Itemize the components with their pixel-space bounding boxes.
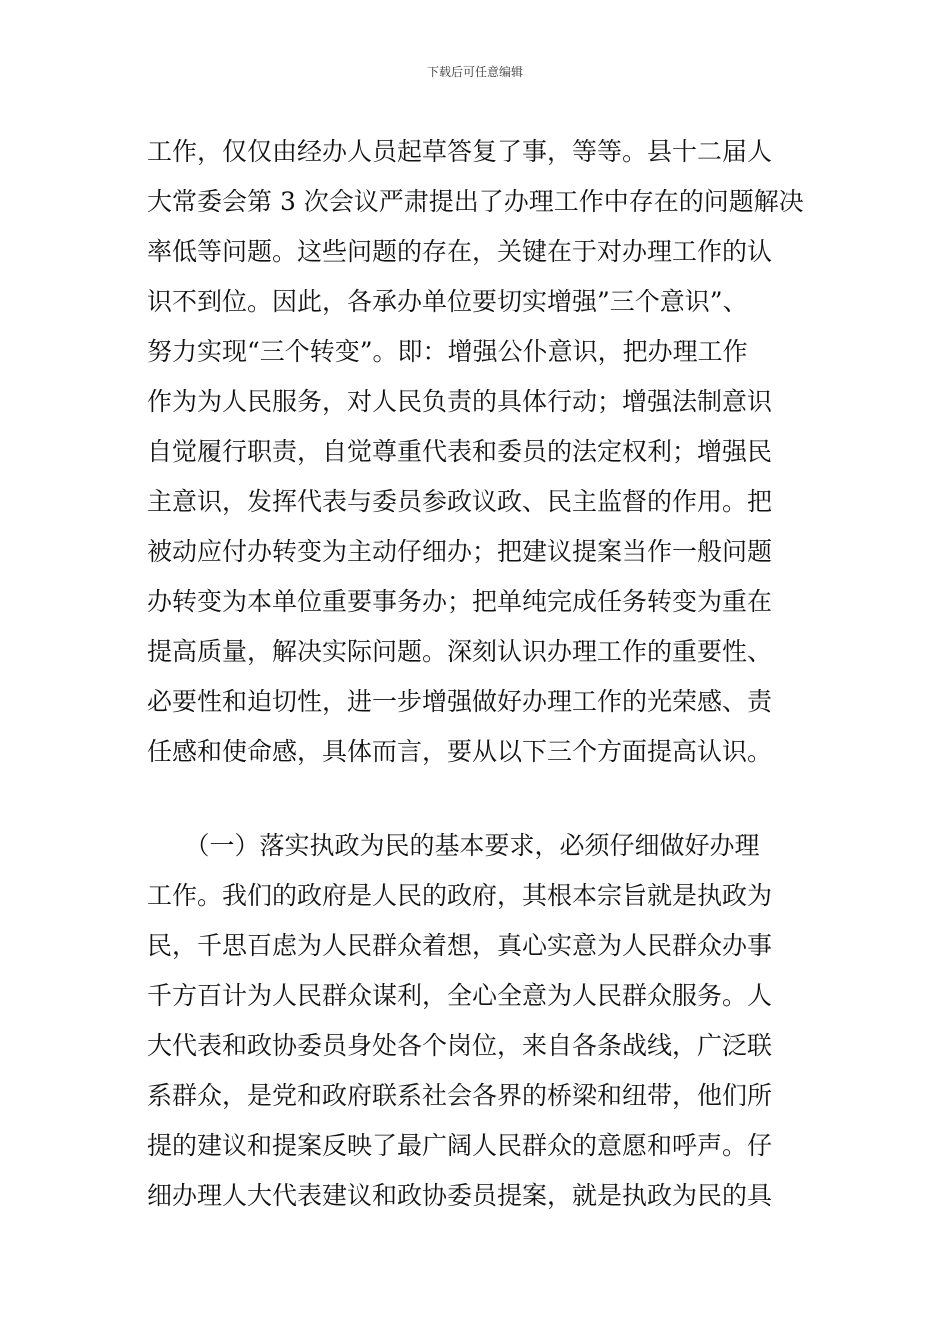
paragraph-line: 系群众，是党和政府联系社会各界的桥梁和纽带，他们所 <box>147 1081 773 1110</box>
paragraph-line: 主意识，发挥代表与委员参政议政、民主监督的作用。把 <box>147 487 773 516</box>
paragraph-line: 提的建议和提案反映了最广阔人民群众的意愿和呼声。仔 <box>147 1131 773 1160</box>
paragraph-1 <box>147 127 812 777</box>
paragraph-line: 努力实现“三个转变”。即：增强公仆意识，把办理工作 <box>147 337 748 366</box>
paragraph-line: 必要性和迫切性，进一步增强做好办理工作的光荣感、责 <box>147 687 773 716</box>
paragraph-line: 率低等问题。这些问题的存在，关键在于对办理工作的认 <box>147 237 773 266</box>
paragraph-line: 被动应付办转变为主动仔细办；把建议提案当作一般问题 <box>147 537 773 566</box>
paragraph-line: 自觉履行职责，自觉尊重代表和委员的法定权利；增强民 <box>147 437 773 466</box>
paragraph-line: 细办理人大代表建议和政协委员提案，就是执政为民的具 <box>147 1181 773 1210</box>
paragraph-line: 工作。我们的政府是人民的政府，其根本宗旨就是执政为 <box>147 881 773 910</box>
paragraph-line: （一）落实执政为民的基本要求，必须仔细做好办理 <box>147 831 760 860</box>
paragraph-line: 识不到位。因此，各承办单位要切实增强”三个意识”、 <box>147 287 748 316</box>
paragraph-2 <box>147 821 812 1221</box>
paragraph-line: 工作，仅仅由经办人员起草答复了事，等等。县十二届人 <box>147 137 773 166</box>
paragraph-line: 民，千思百虑为人民群众着想，真心实意为人民群众办事 <box>147 931 773 960</box>
paragraph-line: 提高质量，解决实际问题。深刻认识办理工作的重要性、 <box>147 637 773 666</box>
paragraph-line: 千方百计为人民群众谋利，全心全意为人民群众服务。人 <box>147 981 773 1010</box>
paragraph-line: 任感和使命感，具体而言，要从以下三个方面提高认识。 <box>147 737 773 766</box>
page-header: 下载后可任意编辑 <box>426 65 523 79</box>
paragraph-line: 大常委会第 3 次会议严肃提出了办理工作中存在的问题解决 <box>147 187 804 216</box>
paragraph-line: 大代表和政协委员身处各个岗位，来自各条战线，广泛联 <box>147 1031 773 1060</box>
paragraph-line: 作为为人民服务，对人民负责的具体行动；增强法制意识 <box>147 387 773 416</box>
paragraph-line: 办转变为本单位重要事务办；把单纯完成任务转变为重在 <box>147 587 773 616</box>
